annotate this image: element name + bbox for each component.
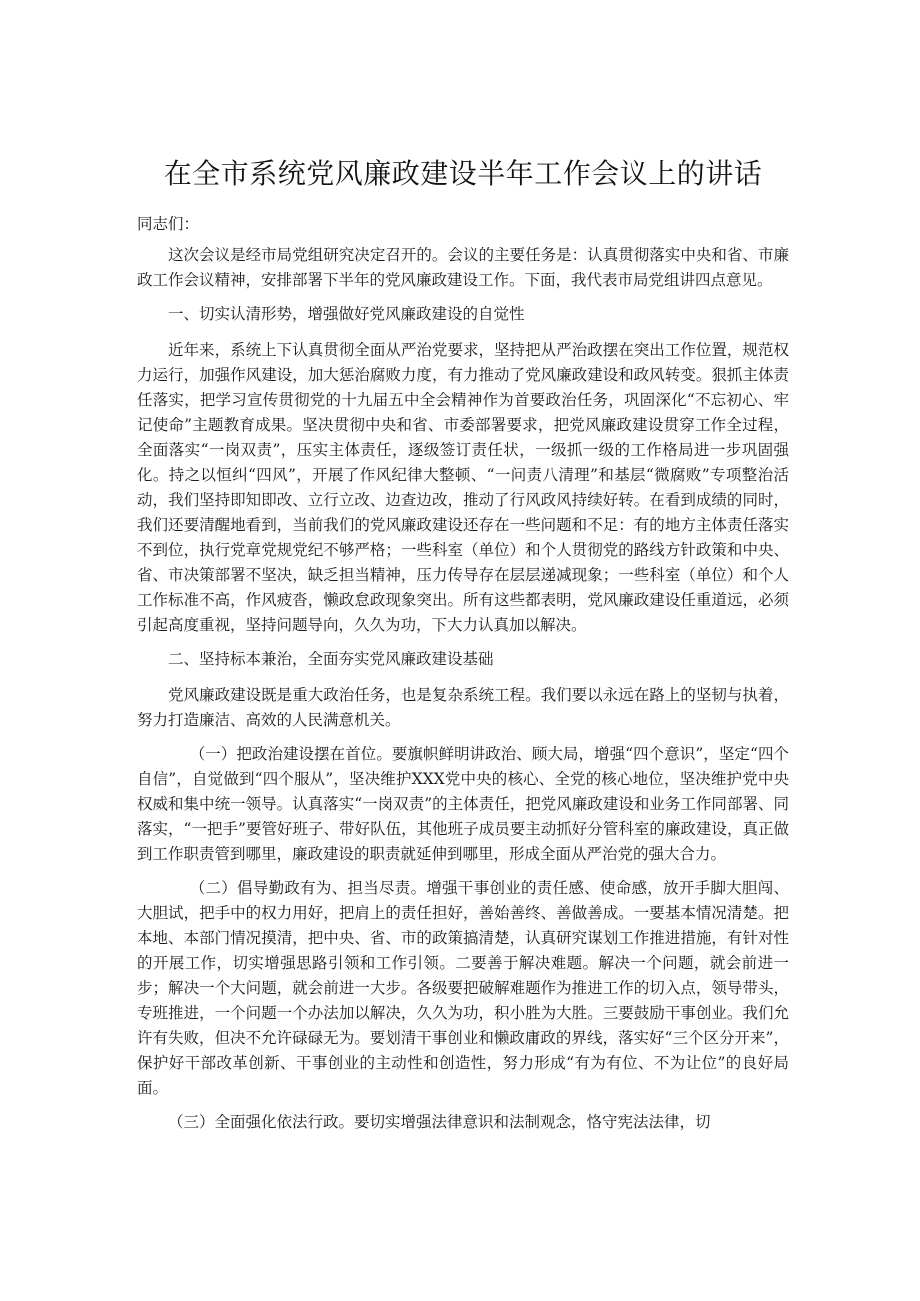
paragraph-section-2-intro: 党风廉政建设既是重大政治任务，也是复杂系统工程。我们要以永远在路上的坚韧与执着，努力打造廉洁、高效的人民满意机关。	[137, 686, 789, 729]
section-heading-1: 一、切实认清形势，增强做好党风廉政建设的自觉性	[168, 305, 525, 323]
paragraph-subsection-1: （一）把政治建设摆在首位。要旗帜鲜明讲政治、顾大局，增强“四个意识”，坚定“四个自信”，自觉做到“四个服从”，坚决维护XXX党中央的核心、全党的核心地位，坚决维护党中央权威和集中统一领导。认真落实“一岗双责”的主体责任，把党风廉政建设和业务工作同部署、同落实，“一把手”要管好班子、带好队伍，其他班子成员要主动抓好分管科室的廉政建设，真正做到工作职责管到哪里，廉政建设的职责就延伸到哪里，形成全面从严治党的强大合力。	[137, 745, 789, 863]
paragraph-subsection-2: （二）倡导勤政有为、担当尽责。增强干事创业的责任感、使命感，放开手脚大胆闯、大胆试，把手中的权力用好，把肩上的责任担好，善始善终、善做善成。一要基本情况清楚。把本地、本部门情况摸清，把中央、省、市的政策搞清楚，认真研究谋划工作推进措施，有针对性的开展工作，切实增强思路引领和工作引领。二要善于解决难题。解决一个问题，就会前进一步；解决一个大问题，就会前进一大步。各级要把破解难题作为推进工作的切入点，领导带头，专班推进，一个问题一个办法加以解决，久久为功，积小胜为大胜。三要鼓励干事创业。我们允许有失败，但决不允许碌碌无为。要划清干事创业和懒政庸政的界线，落实好“三个区分开来”，保护好干部改革创新、干事创业的主动性和创造性，努力形成“有为有位、不为让位”的良好局面。	[137, 879, 789, 1097]
paragraph-section-1: 近年来，系统上下认真贯彻全面从严治党要求，坚持把从严治政摆在突出工作位置，规范权力运行，加强作风建设，加大惩治腐败力度，有力推动了党风廉政建设和政风转变。狠抓主体责任落实，把学习宣传贯彻党的十九届五中全会精神作为首要政治任务，巩固深化“不忘初心、牢记使命”主题教育成果。坚决贯彻中央和省、市委部署要求，把党风廉政建设贯穿工作全过程，全面落实“一岗双责”，压实主体责任，逐级签订责任状，一级抓一级的工作格局进一步巩固强化。持之以恒纠“四风”，开展了作风纪律大整顿、“一问责八清理”和基层“微腐败”专项整治活动，我们坚持即知即改、立行立改、边查边改，推动了行风政风持续好转。在看到成绩的同时，我们还要清醒地看到，当前我们的党风廉政建设还存在一些问题和不足：有的地方主体责任落实不到位，执行党章党规党纪不够严格；一些科室（单位）和个人贯彻党的路线方针政策和中央、省、市决策部署不坚决，缺乏担当精神，压力传导存在层层递减现象；一些科室（单位）和个人工作标准不高，作风疲沓，懒政怠政现象突出。所有这些都表明，党风廉政建设任重道远，必须引起高度重视，坚持问题导向，久久为功，下大力认真加以解决。	[137, 341, 789, 634]
document-title: 在全市系统党风廉政建设半年工作会议上的讲话	[163, 157, 763, 190]
paragraph-subsection-3: （三）全面强化依法行政。要切实增强法律意识和法制观念，恪守宪法法律，切	[168, 1113, 711, 1131]
salutation: 同志们：	[137, 215, 200, 233]
section-heading-2: 二、坚持标本兼治，全面夯实党风廉政建设基础	[168, 650, 494, 668]
paragraph-intro: 这次会议是经市局党组研究决定召开的。会议的主要任务是：认真贯彻落实中央和省、市廉政工作会议精神，安排部署下半年的党风廉政建设工作。下面，我代表市局党组讲四点意见。	[137, 246, 789, 289]
document-page	[137, 142, 789, 1144]
